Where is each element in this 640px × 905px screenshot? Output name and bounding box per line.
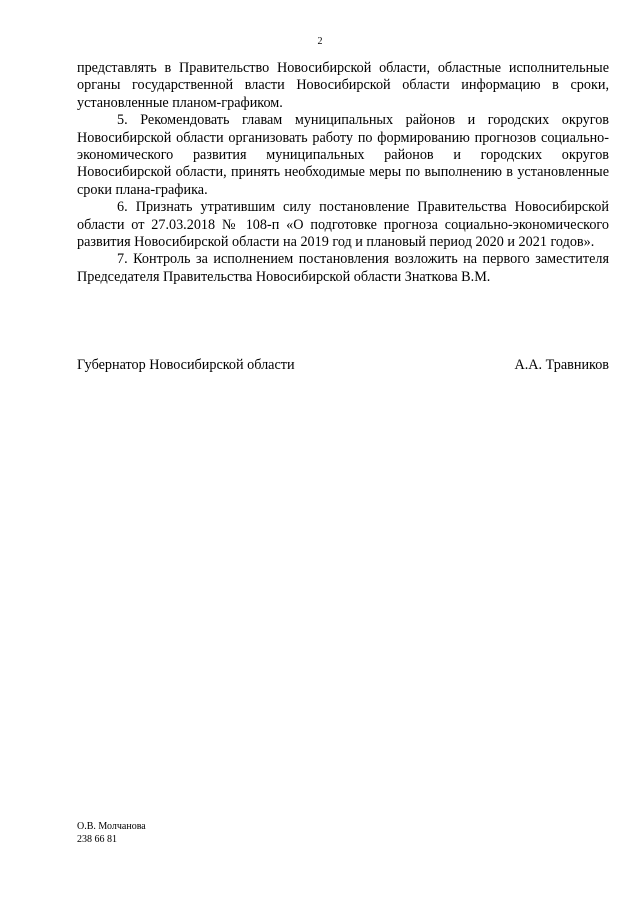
executor-phone: 238 66 81: [77, 834, 117, 845]
signatory-name: А.А. Травников: [514, 357, 609, 373]
document-body: [77, 60, 609, 286]
paragraph-item-7: 7. Контроль за исполнением постановления возложить на первого заместителя Председателя Правительства Новосибирской области Знаткова В.М.: [77, 251, 609, 285]
executor-name: О.В. Молчанова: [77, 821, 146, 832]
executor-footer: [77, 820, 146, 846]
signatory-position: Губернатор Новосибирской области: [77, 357, 295, 373]
paragraph-item-5: 5. Рекомендовать главам муниципальных районов и городских округов Новосибирской области организовать работу по формированию прогнозов социально-экономического развития муниципальных районов и городских округов Новосибирской области, принять необходимые меры по выполнению в установленные сроки плана-графика.: [77, 112, 609, 198]
page-number: 2: [317, 36, 323, 47]
paragraph-continuation: представлять в Правительство Новосибирской области, областные исполнительные органы государственной власти Новосибирской области информацию в сроки, установленные планом-графиком.: [77, 60, 609, 111]
paragraph-item-6: 6. Признать утратившим силу постановление Правительства Новосибирской области от 27.03.2018 № 108-п «О подготовке прогноза социально-экономического развития Новосибирской области на 2019 год и плановый период 2020 и 2021 годов».: [77, 199, 609, 251]
signature-block: [77, 357, 609, 374]
